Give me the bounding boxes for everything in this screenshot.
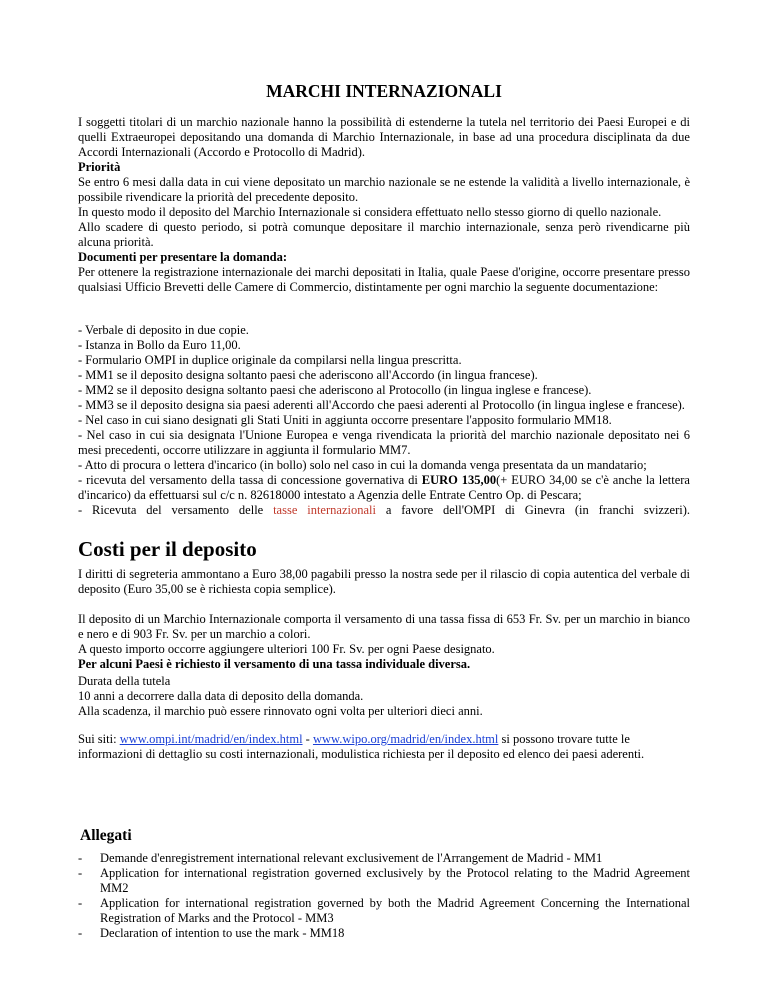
documents-intro: Per ottenere la registrazione internazionale dei marchi depositati in Italia, quale Paese d'origine, occorre presentare presso qualsiasi Ufficio Brevetti delle Camere di Commercio, distintamente per ogni marchio la seguente documentazione: [78,265,690,294]
documents-list [78,323,690,518]
attachment-item[interactable]: - Application for international registration governed exclusively by the Protocol relating to the Madrid Agreement MM2 [78,866,690,895]
sites-text-post: si possono trovare tutte le informazioni di dettaglio su costi internazionali, modulistica richiesta per il deposito ed elenco dei paesi aderenti. [78,732,645,761]
list-item: - Nel caso in cui siano designati gli Stati Uniti in aggiunta occorre presentare l'apposito formulario MM18. [78,413,612,427]
fees-text-post: a favore dell'OMPI di Ginevra (in franchi svizzeri). [375,503,690,517]
attachment-item[interactable]: - Declaration of intention to use the mark - MM18 [78,926,345,940]
duration-heading: Durata della tutela [78,674,171,688]
list-item: - Formulario OMPI in duplice originale da compilarsi nella lingua prescritta. [78,353,462,367]
attachments-heading: Allegati [80,827,132,844]
list-item: - MM1 se il deposito designa soltanto paesi che aderiscono all'Accordo (in lingua francese). [78,368,538,382]
list-item: - Verbale di deposito in due copie. [78,323,249,337]
list-item: - Atto di procura o lettera d'incarico (in bollo) solo nel caso in cui la domanda venga presentata da un mandatario; [78,458,647,472]
costs-paragraph-2: Il deposito di un Marchio Internazionale comporta il versamento di una tassa fissa di 653 Fr. Sv. per un marchio in bianco e nero e di 903 Fr. Sv. per un marchio a colori. [78,612,690,641]
sites-separator: - [302,732,313,746]
attachments-list [78,851,690,941]
receipt-amount: EURO 135,00 [421,473,497,487]
costs-section [78,612,690,672]
receipt-text-pre: - ricevuta del versamento della tassa di concessione governativa di [78,473,422,487]
documents-heading: Documenti per presentare la domanda: [78,250,288,264]
duration-section [78,674,690,719]
attachment-item[interactable]: - Demande d'enregistrement international relevant exclusivement de l'Arrangement de Madrid - MM1 [78,851,603,865]
list-item: - MM2 se il deposito designa soltanto paesi che aderiscono al Protocollo (in lingua inglese e francese). [78,383,592,397]
costs-paragraph-3: A questo importo occorre aggiungere ulteriori 100 Fr. Sv. per ogni Paese designato. [78,642,495,656]
priority-paragraph-2: In questo modo il deposito del Marchio Internazionale si considera effettuato nello stesso giorno di quello nazionale. [78,205,662,219]
international-fees-link[interactable]: tasse internazionali [273,503,376,517]
duration-line-2: Alla scadenza, il marchio può essere rinnovato ogni volta per ulteriori dieci anni. [78,704,483,718]
duration-line-1: 10 anni a decorrere dalla data di deposito della domanda. [78,689,364,703]
list-item-international-fees [78,503,690,518]
list-item: - Istanza in Bollo da Euro 11,00. [78,338,241,352]
wipo-link[interactable]: www.wipo.org/madrid/en/index.html [312,732,499,746]
fees-text-pre: - Ricevuta del versamento delle [78,503,274,517]
priority-paragraph-1: Se entro 6 mesi dalla data in cui viene depositato un marchio nazionale se ne estende la validità a livello internazionale, è possibile rivendicare la priorità del precedente deposito. [78,175,690,204]
list-item-receipt [78,473,690,503]
page-title: MARCHI INTERNAZIONALI [266,81,502,101]
costs-heading: Costi per il deposito [78,537,257,561]
receipt-text-post: (+ EURO 34,00 se c'è anche la lettera d'incarico) da effettuarsi sul c/c n. 82618000 intestato a Agenzia delle Entrate Centro Op. di Pescara; [78,473,690,502]
ompi-link[interactable]: www.ompi.int/madrid/en/index.html [119,732,303,746]
attachment-item[interactable]: - Application for international registration governed by both the Madrid Agreement Concerning the International Registration of Marks and the Protocol - MM3 [78,896,690,925]
list-item: - MM3 se il deposito designa sia paesi aderenti all'Accordo che paesi aderenti al Protocollo (in lingua inglese e francese). [78,398,685,412]
priority-paragraph-3: Allo scadere di questo periodo, si potrà comunque depositare il marchio internazionale, senza però rivendicarne più alcuna priorità. [78,220,690,249]
intro-paragraph: I soggetti titolari di un marchio nazionale hanno la possibilità di estenderne la tutela nel territorio dei Paesi Europei e di quelli Extraeuropei depositando una domanda di Marchio Internazionale, in base ad una procedura disciplinata da due Accordi Internazionali (Accordo e Protocollo di Madrid). [78,115,690,159]
sites-paragraph [78,732,690,762]
list-item: - Nel caso in cui sia designata l'Unione Europea e venga rivendicata la priorità del marchio nazionale depositato nei 6 mesi precedenti, occorre utilizzare in aggiunta il formulario MM7. [78,428,690,457]
sites-text-pre: Sui siti: [78,732,120,746]
costs-paragraph-4: Per alcuni Paesi è richiesto il versamento di una tassa individuale diversa. [78,657,471,671]
costs-paragraph-1: I diritti di segreteria ammontano a Euro 38,00 pagabili presso la nostra sede per il rilascio di copia autentica del verbale di deposito (Euro 35,00 se è richiesta copia semplice). [78,567,690,596]
priority-heading: Priorità [78,160,121,174]
intro-section [78,115,690,295]
